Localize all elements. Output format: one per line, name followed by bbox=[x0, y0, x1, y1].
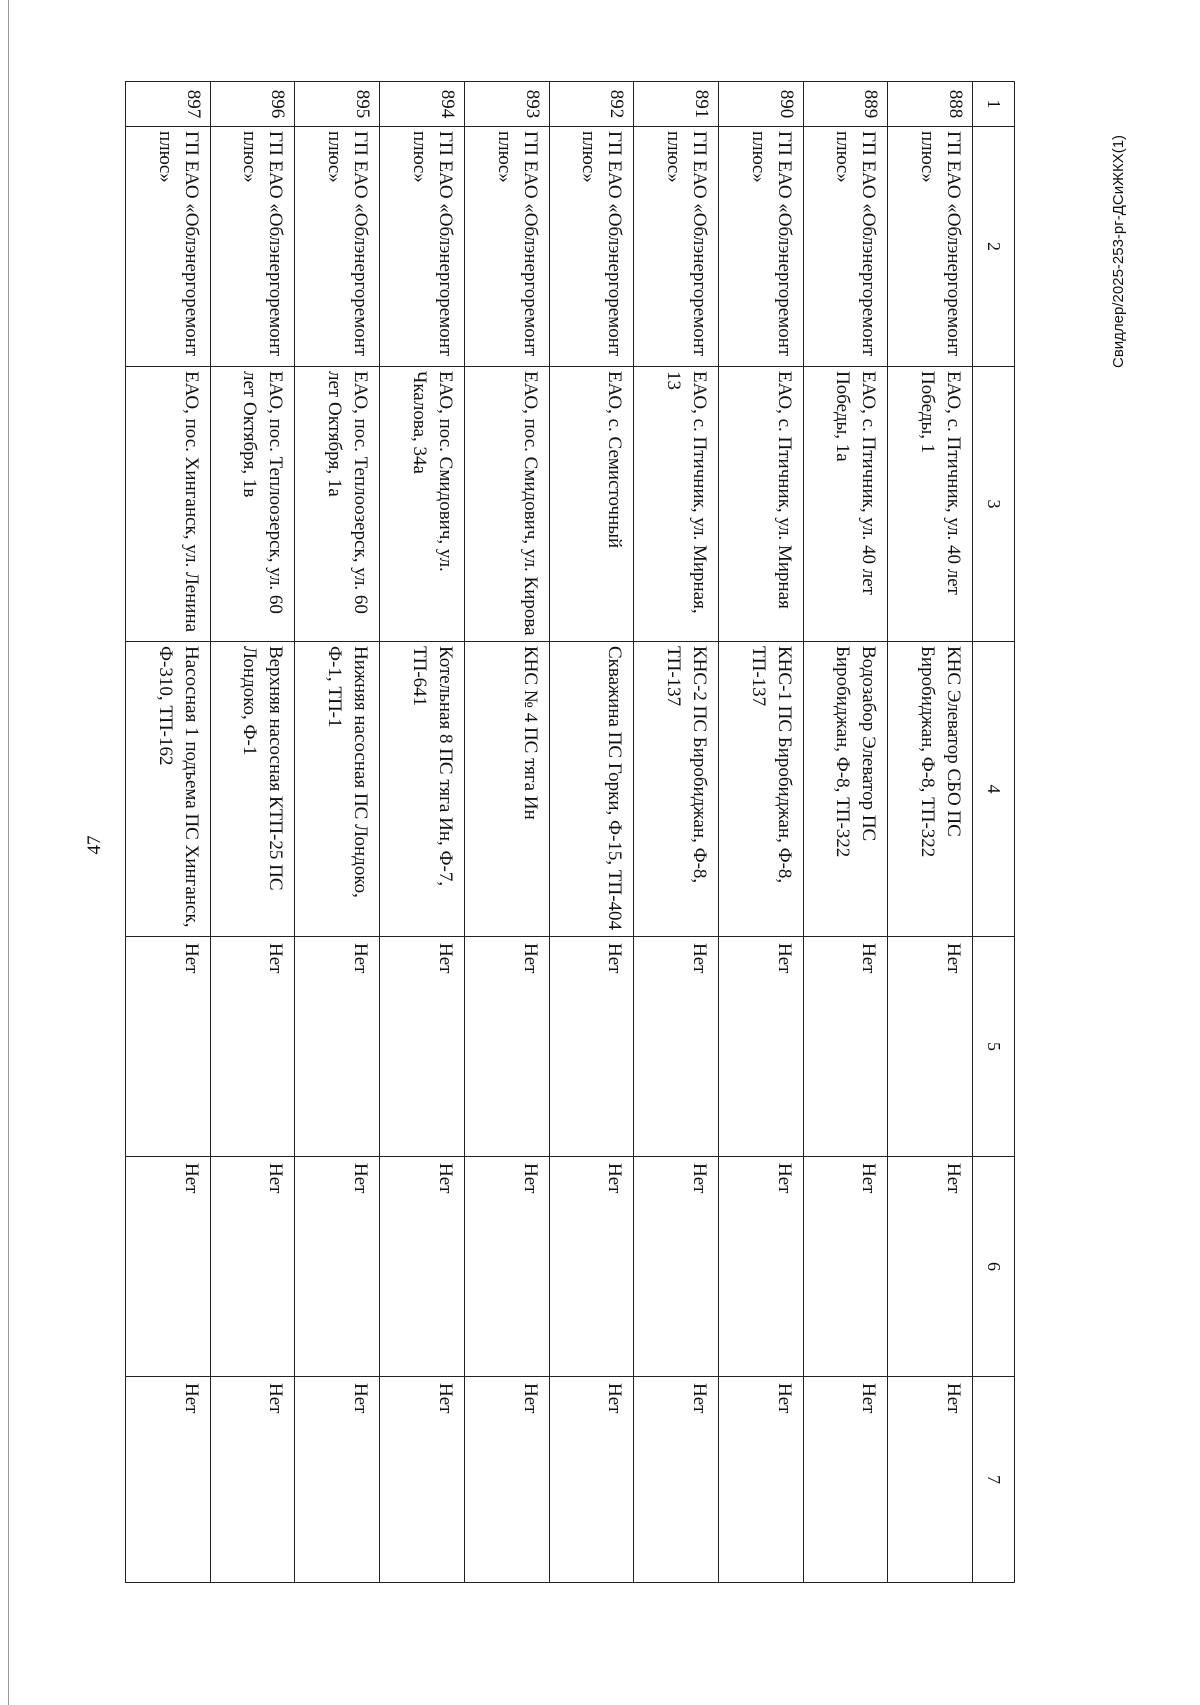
column-6-value: Нет bbox=[858, 1163, 880, 1194]
row-number-cell bbox=[295, 82, 380, 127]
address-cell bbox=[380, 367, 465, 642]
address-cell bbox=[210, 367, 295, 642]
table-body bbox=[126, 82, 973, 1583]
table-row bbox=[464, 82, 549, 1583]
object-cell bbox=[380, 642, 465, 937]
column-5-value: Нет bbox=[519, 943, 541, 974]
objects-table bbox=[125, 81, 1015, 1583]
address-cell bbox=[634, 367, 719, 642]
object-cell bbox=[634, 642, 719, 937]
rotated-table-container bbox=[125, 81, 1015, 1582]
column-6-value: Нет bbox=[180, 1163, 202, 1194]
column-6-value: Нет bbox=[265, 1163, 287, 1194]
address-cell bbox=[888, 367, 973, 642]
column-header: 3 bbox=[973, 367, 1015, 642]
table-header bbox=[973, 82, 1015, 1583]
row-number: 896 bbox=[267, 89, 289, 119]
object-description: Нижняя насосная ПС Лондоко, Ф-1, ТП-1 bbox=[324, 646, 372, 898]
object-cell bbox=[718, 642, 803, 937]
owner-cell bbox=[803, 127, 888, 367]
owner-name: ГП ЕАО «Облэнергоремонт плюс» bbox=[832, 131, 880, 357]
object-cell bbox=[803, 642, 888, 937]
column-7-cell bbox=[380, 1377, 465, 1583]
column-6-cell bbox=[380, 1157, 465, 1377]
column-6-value: Нет bbox=[350, 1163, 372, 1194]
table-row bbox=[295, 82, 380, 1583]
table-row bbox=[718, 82, 803, 1583]
column-7-cell bbox=[210, 1377, 295, 1583]
column-6-value: Нет bbox=[519, 1163, 541, 1194]
column-7-value: Нет bbox=[265, 1383, 287, 1414]
column-5-cell bbox=[126, 937, 211, 1157]
owner-cell bbox=[718, 127, 803, 367]
column-7-cell bbox=[126, 1377, 211, 1583]
row-number-cell bbox=[549, 82, 634, 127]
object-cell bbox=[464, 642, 549, 937]
object-address: ЕАО, пос. Смидович, ул. Кирова bbox=[519, 371, 541, 636]
column-7-cell bbox=[549, 1377, 634, 1583]
owner-cell bbox=[380, 127, 465, 367]
table-row bbox=[888, 82, 973, 1583]
table-row bbox=[634, 82, 719, 1583]
column-header: 6 bbox=[973, 1157, 1015, 1377]
column-5-cell bbox=[380, 937, 465, 1157]
page-number: 47 bbox=[84, 835, 105, 855]
column-header: 1 bbox=[973, 82, 1015, 127]
object-address: ЕАО, пос. Смидович, ул. Чкалова, 34а bbox=[408, 371, 456, 572]
column-7-value: Нет bbox=[858, 1383, 880, 1414]
column-5-cell bbox=[634, 937, 719, 1157]
object-address: ЕАО, с. Птичник, ул. 40 лет Победы, 1 bbox=[917, 371, 964, 595]
address-cell bbox=[803, 367, 888, 642]
address-cell bbox=[126, 367, 211, 642]
address-cell bbox=[464, 367, 549, 642]
object-description: КНС № 4 ПС тяга Ин bbox=[519, 646, 541, 820]
column-7-value: Нет bbox=[688, 1383, 710, 1414]
row-number: 894 bbox=[436, 89, 458, 119]
column-7-value: Нет bbox=[943, 1383, 964, 1414]
row-number: 888 bbox=[945, 89, 966, 119]
row-number-cell bbox=[380, 82, 465, 127]
row-number: 897 bbox=[182, 89, 204, 119]
row-number-cell bbox=[126, 82, 211, 127]
object-address: ЕАО, с. Птичник, ул. Мирная, 13 bbox=[662, 371, 710, 614]
row-number: 895 bbox=[352, 89, 374, 119]
column-5-cell bbox=[718, 937, 803, 1157]
column-5-cell bbox=[210, 937, 295, 1157]
table-row bbox=[380, 82, 465, 1583]
object-address: ЕАО, пос. Хинганск, ул. Ленина bbox=[180, 371, 202, 633]
object-description: Насосная 1 подъема ПС Хинганск, Ф-310, ТП-162 bbox=[154, 646, 202, 928]
owner-cell bbox=[210, 127, 295, 367]
column-6-value: Нет bbox=[434, 1163, 456, 1194]
column-6-cell bbox=[126, 1157, 211, 1377]
column-7-cell bbox=[295, 1377, 380, 1583]
column-header: 5 bbox=[973, 937, 1015, 1157]
owner-name: ГП ЕАО «Облэнергоремонт плюс» bbox=[408, 131, 456, 357]
column-6-cell bbox=[888, 1157, 973, 1377]
column-5-value: Нет bbox=[773, 943, 795, 974]
owner-name: ГП ЕАО «Облэнергоремонт плюс» bbox=[747, 131, 795, 357]
scan-edge-line bbox=[8, 0, 9, 1705]
owner-name: ГП ЕАО «Облэнергоремонт плюс» bbox=[578, 131, 626, 357]
object-address: ЕАО, пос. Теплоозерск, ул. 60 лет Октября, 1а bbox=[324, 371, 372, 614]
column-6-cell bbox=[549, 1157, 634, 1377]
column-7-value: Нет bbox=[519, 1383, 541, 1414]
object-cell bbox=[295, 642, 380, 937]
row-number-cell bbox=[888, 82, 973, 127]
object-description: КНС Элеватор СБО ПС Биробиджан, Ф-8, ТП-322 bbox=[917, 646, 964, 858]
column-5-value: Нет bbox=[434, 943, 456, 974]
object-address: ЕАО, с. Птичник, ул. Мирная bbox=[773, 371, 795, 609]
object-cell bbox=[126, 642, 211, 937]
row-number-cell bbox=[634, 82, 719, 127]
row-number: 892 bbox=[606, 89, 628, 119]
column-5-cell bbox=[295, 937, 380, 1157]
object-description: КНС-2 ПС Биробиджан, Ф-8, ТП-137 bbox=[662, 646, 710, 884]
table-row bbox=[126, 82, 211, 1583]
column-6-cell bbox=[464, 1157, 549, 1377]
owner-cell bbox=[295, 127, 380, 367]
table-row bbox=[803, 82, 888, 1583]
row-number-cell bbox=[803, 82, 888, 127]
owner-name: ГП ЕАО «Облэнергоремонт плюс» bbox=[662, 131, 710, 357]
object-description: Водозабор Элеватор ПС Биробиджан, Ф-8, ТП-322 bbox=[832, 646, 880, 858]
owner-cell bbox=[634, 127, 719, 367]
column-header: 2 bbox=[973, 127, 1015, 367]
row-number: 891 bbox=[690, 89, 712, 119]
owner-name: ГП ЕАО «Облэнергоремонт плюс» bbox=[917, 131, 964, 357]
object-cell bbox=[210, 642, 295, 937]
object-address: ЕАО, с. Птичник, ул. 40 лет Победы, 1а bbox=[832, 371, 880, 595]
column-5-cell bbox=[803, 937, 888, 1157]
table-header-row bbox=[973, 82, 1015, 1583]
column-5-cell bbox=[464, 937, 549, 1157]
column-7-value: Нет bbox=[773, 1383, 795, 1414]
document-footer-code: Свидлер/2025-253-рг-ДСиЖКХ(1) bbox=[1110, 134, 1127, 368]
column-7-value: Нет bbox=[434, 1383, 456, 1414]
owner-name: ГП ЕАО «Облэнергоремонт плюс» bbox=[493, 131, 541, 357]
column-5-value: Нет bbox=[943, 943, 964, 974]
owner-name: ГП ЕАО «Облэнергоремонт плюс» bbox=[154, 131, 202, 357]
column-5-value: Нет bbox=[604, 943, 626, 974]
address-cell bbox=[718, 367, 803, 642]
column-5-cell bbox=[888, 937, 973, 1157]
column-5-value: Нет bbox=[180, 943, 202, 974]
object-address: ЕАО, с. Семисточный bbox=[604, 371, 626, 549]
column-6-value: Нет bbox=[943, 1163, 964, 1194]
column-5-value: Нет bbox=[350, 943, 372, 974]
column-7-value: Нет bbox=[604, 1383, 626, 1414]
owner-cell bbox=[549, 127, 634, 367]
owner-name: ГП ЕАО «Облэнергоремонт плюс» bbox=[239, 131, 287, 357]
column-7-cell bbox=[634, 1377, 719, 1583]
row-number-cell bbox=[464, 82, 549, 127]
row-number: 890 bbox=[775, 89, 797, 119]
column-header: 4 bbox=[973, 642, 1015, 937]
owner-cell bbox=[888, 127, 973, 367]
column-6-cell bbox=[803, 1157, 888, 1377]
table-row bbox=[549, 82, 634, 1583]
owner-cell bbox=[464, 127, 549, 367]
column-5-value: Нет bbox=[265, 943, 287, 974]
row-number-cell bbox=[210, 82, 295, 127]
column-6-cell bbox=[634, 1157, 719, 1377]
object-description: Верхняя насосная КТП-25 ПС Лондоко, Ф-1 bbox=[239, 646, 287, 891]
row-number-cell bbox=[718, 82, 803, 127]
column-6-value: Нет bbox=[604, 1163, 626, 1194]
column-header: 7 bbox=[973, 1377, 1015, 1583]
column-7-cell bbox=[718, 1377, 803, 1583]
column-7-cell bbox=[803, 1377, 888, 1583]
object-cell bbox=[888, 642, 973, 937]
table-row bbox=[210, 82, 295, 1583]
owner-cell bbox=[126, 127, 211, 367]
address-cell bbox=[295, 367, 380, 642]
address-cell bbox=[549, 367, 634, 642]
row-number: 889 bbox=[860, 89, 882, 119]
column-5-value: Нет bbox=[688, 943, 710, 974]
column-7-cell bbox=[888, 1377, 973, 1583]
column-7-value: Нет bbox=[180, 1383, 202, 1414]
object-address: ЕАО, пос. Теплоозерск, ул. 60 лет Октября, 1в bbox=[239, 371, 287, 614]
column-5-cell bbox=[549, 937, 634, 1157]
object-description: Котельная 8 ПС тяга Ин, Ф-7, ТП-641 bbox=[408, 646, 456, 887]
column-6-value: Нет bbox=[688, 1163, 710, 1194]
column-6-cell bbox=[718, 1157, 803, 1377]
column-5-value: Нет bbox=[858, 943, 880, 974]
column-6-cell bbox=[210, 1157, 295, 1377]
object-description: Скважина ПС Горки, Ф-15, ТП-404 bbox=[604, 646, 626, 931]
column-7-value: Нет bbox=[350, 1383, 372, 1414]
column-7-cell bbox=[464, 1377, 549, 1583]
row-number: 893 bbox=[521, 89, 543, 119]
column-6-cell bbox=[295, 1157, 380, 1377]
owner-name: ГП ЕАО «Облэнергоремонт плюс» bbox=[324, 131, 372, 357]
object-description: КНС-1 ПС Биробиджан, Ф-8, ТП-137 bbox=[747, 646, 795, 884]
object-cell bbox=[549, 642, 634, 937]
column-6-value: Нет bbox=[773, 1163, 795, 1194]
